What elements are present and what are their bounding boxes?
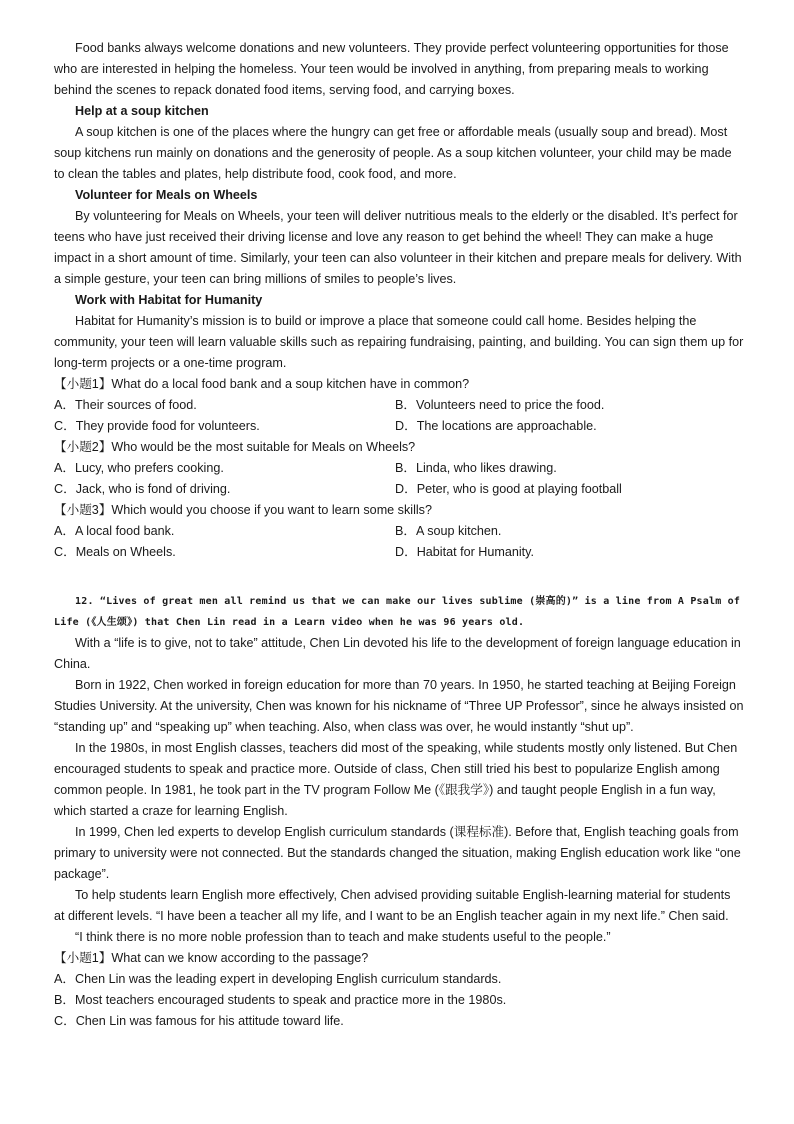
meals-on-wheels-paragraph: By volunteering for Meals on Wheels, your teen will deliver nutritious meals to the elderly or the disabled. It’s perfect for teens who have just received their driving license and love any reason to get behind the wheel! They can make a huge impact in a short amount of time. Similarly, your teen can also volunteer in their kitchen and prepare meals for delivery. With a simple gesture, your teen can bring millions of smiles to people’s lives.: [54, 209, 742, 286]
chen-lin-paragraph-5: To help students learn English more effectively, Chen advised providing suitable English-learning material for students at different levels. “I have been a teacher all my life, and I want to be an English teacher again in my next life.” Chen said.: [54, 888, 731, 923]
option-b: B．Most teachers encouraged students to speak and practice more in the 1980s.: [54, 993, 507, 1007]
option-c: C．They provide food for volunteers.: [54, 419, 260, 433]
option-c: C．Meals on Wheels.: [54, 545, 176, 559]
option-c: C．Chen Lin was famous for his attitude toward life.: [54, 1014, 344, 1028]
answer-options: [54, 395, 744, 437]
option-a: A．Their sources of food.: [54, 398, 197, 412]
question-stem: 【小题3】Which would you choose if you want to learn some skills?: [54, 503, 432, 517]
document-page: [54, 38, 744, 1032]
option-b: B．A soup kitchen.: [395, 524, 502, 538]
option-b: B．Volunteers need to price the food.: [395, 398, 605, 412]
option-d: D．Habitat for Humanity.: [395, 545, 535, 559]
section-gap: [54, 563, 744, 591]
passage-12-title-line-2: Life (《人生颂》) that Chen Lin read in a Learn video when he was 96 years old.: [54, 617, 525, 628]
option-b: B．Linda, who likes drawing.: [395, 461, 557, 475]
question-stem: 【小题2】Who would be the most suitable for Meals on Wheels?: [54, 440, 416, 454]
option-a: A．Lucy, who prefers cooking.: [54, 461, 224, 475]
option-c: C．Jack, who is fond of driving.: [54, 482, 231, 496]
option-a: A．A local food bank.: [54, 524, 175, 538]
chen-lin-paragraph-4: In 1999, Chen led experts to develop English curriculum standards (课程标准). Before that, English teaching goals from primary to university were not connected. But the standards changed the situation, making English education work like “one package”.: [54, 825, 741, 881]
option-d: D．The locations are approachable.: [395, 419, 597, 433]
chen-lin-paragraph-3: In the 1980s, in most English classes, teachers did most of the speaking, while students mostly only listened. But Chen encouraged students to speak and practice more. Outside of class, Chen still tried his best to popularize English among common people. In 1981, he took part in the TV program Follow Me (《跟我学》) and taught people English in a fun way, which started a craze for learning English.: [54, 741, 738, 818]
chen-lin-quote: “I think there is no more noble profession than to teach and make students useful to the people.”: [75, 930, 611, 944]
habitat-heading: Work with Habitat for Humanity: [75, 293, 263, 307]
food-bank-paragraph: Food banks always welcome donations and new volunteers. They provide perfect volunteering opportunities for those who are interested in helping the homeless. Your teen would be involved in anything, from preparing meals to working behind the scenes to repack donated food items, serving food, and carrying boxes.: [54, 41, 729, 97]
option-d: D．Peter, who is good at playing football: [395, 482, 622, 496]
meals-on-wheels-heading: Volunteer for Meals on Wheels: [75, 188, 258, 202]
answer-options: [54, 969, 744, 1032]
chen-lin-paragraph-2: Born in 1922, Chen worked in foreign education for more than 70 years. In 1950, he started teaching at Beijing Foreign Studies University. At the university, Chen was known for his nickname of “Three UP Professor”, since he always insisted on “standing up” and “speaking up” when teaching. Also, when class was over, he would instantly “shut up”.: [54, 678, 744, 734]
option-a: A．Chen Lin was the leading expert in developing English curriculum standards.: [54, 972, 502, 986]
answer-options: [54, 458, 744, 500]
answer-options: [54, 521, 744, 563]
habitat-paragraph: Habitat for Humanity’s mission is to build or improve a place that someone could call home. Besides helping the community, your teen will learn valuable skills such as repairing fundraising, painting, and building. You can sign them up for long-term projects or a one-time program.: [54, 314, 744, 370]
soup-kitchen-heading: Help at a soup kitchen: [75, 104, 209, 118]
question-stem: 【小题1】What do a local food bank and a soup kitchen have in common?: [54, 377, 470, 391]
chen-lin-paragraph-1: With a “life is to give, not to take” attitude, Chen Lin devoted his life to the development of foreign language education in China.: [54, 636, 741, 671]
question-stem: 【小题1】What can we know according to the passage?: [54, 951, 369, 965]
passage-12-title-line-1: 12. “Lives of great men all remind us that we can make our lives sublime (崇高的)” is a line from A Psalm of: [75, 596, 741, 607]
soup-kitchen-paragraph: A soup kitchen is one of the places where the hungry can get free or affordable meals (usually soup and bread). Most soup kitchens run mainly on donations and the generosity of people. As a soup kitchen volunteer, your child may be made to clean the tables and plates, help distribute food, cook food, and more.: [54, 125, 732, 181]
